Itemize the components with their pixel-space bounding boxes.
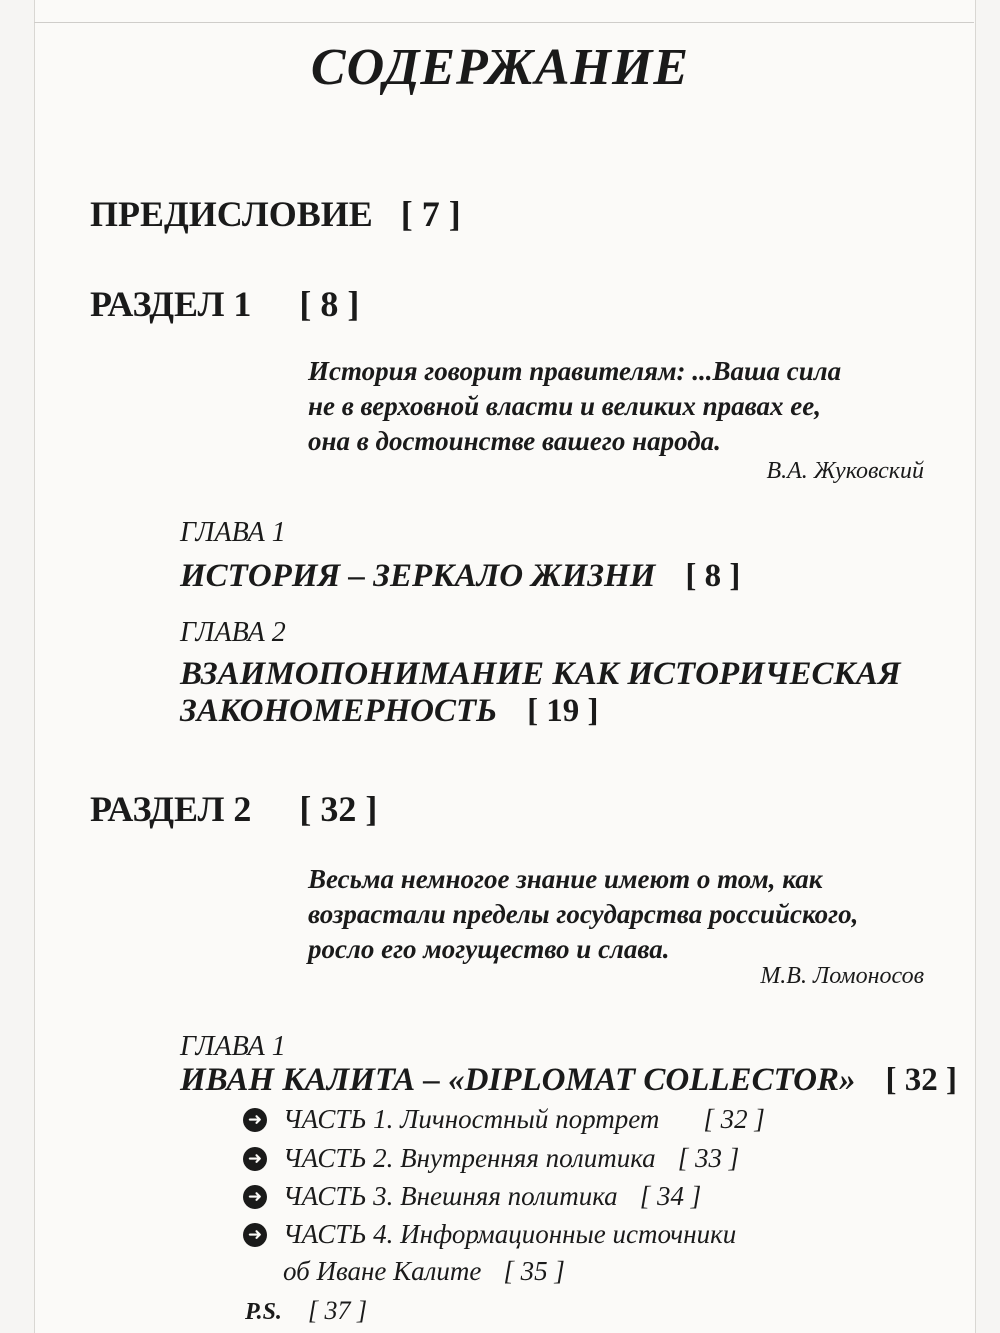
- part-1-entry[interactable]: [243, 1104, 765, 1135]
- ps-page: [ 37 ]: [307, 1296, 368, 1325]
- section-1-page: [ 8 ]: [299, 284, 360, 324]
- epigraph-line: она в достоинстве вашего народа.: [308, 426, 721, 456]
- section-2-heading: [90, 788, 377, 830]
- part-3-page: [ 34 ]: [639, 1181, 702, 1211]
- epigraph-line: Весьма немногое знание имеют о том, как: [308, 864, 823, 894]
- chapter-3-entry[interactable]: [180, 1062, 957, 1099]
- chapter-2-label: ГЛАВА 2: [180, 617, 286, 648]
- arrow-circle-icon: ➜: [243, 1108, 267, 1132]
- ps-label: P.S.: [245, 1299, 282, 1325]
- preface-label: ПРЕДИСЛОВИЕ: [90, 194, 373, 234]
- chapter-3-title: ИВАН КАЛИТА – «DIPLOMAT COLLECTOR»: [180, 1062, 856, 1098]
- chapter-3-label: ГЛАВА 1: [180, 1031, 286, 1062]
- part-4-entry-continued: [283, 1256, 565, 1287]
- section-2-page: [ 32 ]: [299, 789, 378, 829]
- section-2-label: РАЗДЕЛ 2: [90, 789, 252, 829]
- part-4-text-line-2: об Иване Калите: [283, 1256, 482, 1286]
- preface-entry: [90, 193, 461, 235]
- chapter-1-entry[interactable]: [180, 558, 740, 595]
- part-3-text: ЧАСТЬ 3. Внешняя политика: [283, 1181, 618, 1211]
- part-1-text: ЧАСТЬ 1. Личностный портрет: [283, 1104, 660, 1134]
- part-2-entry[interactable]: [243, 1143, 739, 1174]
- epigraph-line: росло его могущество и слава.: [308, 934, 670, 964]
- ps-entry[interactable]: [245, 1296, 367, 1326]
- part-4-text: ЧАСТЬ 4. Информационные источники: [283, 1219, 737, 1249]
- section-1-heading: [90, 283, 359, 325]
- page-title: СОДЕРЖАНИЕ: [310, 39, 690, 96]
- part-2-page: [ 33 ]: [677, 1143, 740, 1173]
- chapter-2-title-line-2: ЗАКОНОМЕРНОСТЬ: [180, 693, 498, 729]
- chapter-2-page: [ 19 ]: [527, 693, 599, 729]
- chapter-1-label: ГЛАВА 1: [180, 517, 286, 548]
- part-4-page: [ 35 ]: [503, 1256, 565, 1286]
- chapter-3-page: [ 32 ]: [885, 1062, 957, 1098]
- chapter-2-title-line-1: ВЗАИМОПОНИМАНИЕ КАК ИСТОРИЧЕСКАЯ: [180, 656, 901, 692]
- chapter-1-title: ИСТОРИЯ – ЗЕРКАЛО ЖИЗНИ: [180, 558, 656, 594]
- section-1-label: РАЗДЕЛ 1: [90, 284, 252, 324]
- arrow-circle-icon: ➜: [243, 1185, 267, 1209]
- arrow-circle-icon: ➜: [243, 1147, 267, 1171]
- preface-page: [ 7 ]: [400, 194, 461, 234]
- part-4-entry[interactable]: [243, 1219, 736, 1250]
- chapter-2-entry[interactable]: [180, 656, 901, 730]
- section-1-epigraph: [308, 354, 841, 459]
- epigraph-line: История говорит правителям: ...Ваша сила: [308, 356, 842, 386]
- part-2-text: ЧАСТЬ 2. Внутренняя политика: [283, 1143, 656, 1173]
- epigraph-line: не в верховной власти и великих правах ее,: [308, 391, 822, 421]
- epigraph-line: возрастали пределы государства российского,: [308, 899, 859, 929]
- page-top-rule: [34, 22, 974, 23]
- section-1-epigraph-author: В.А. Жуковский: [766, 458, 924, 484]
- arrow-circle-icon: ➜: [243, 1223, 267, 1247]
- part-1-page: [ 32 ]: [703, 1104, 765, 1134]
- chapter-1-page: [ 8 ]: [685, 558, 741, 594]
- section-2-epigraph: [308, 862, 858, 967]
- section-2-epigraph-author: М.В. Ломоносов: [760, 963, 924, 989]
- part-3-entry[interactable]: [243, 1181, 701, 1212]
